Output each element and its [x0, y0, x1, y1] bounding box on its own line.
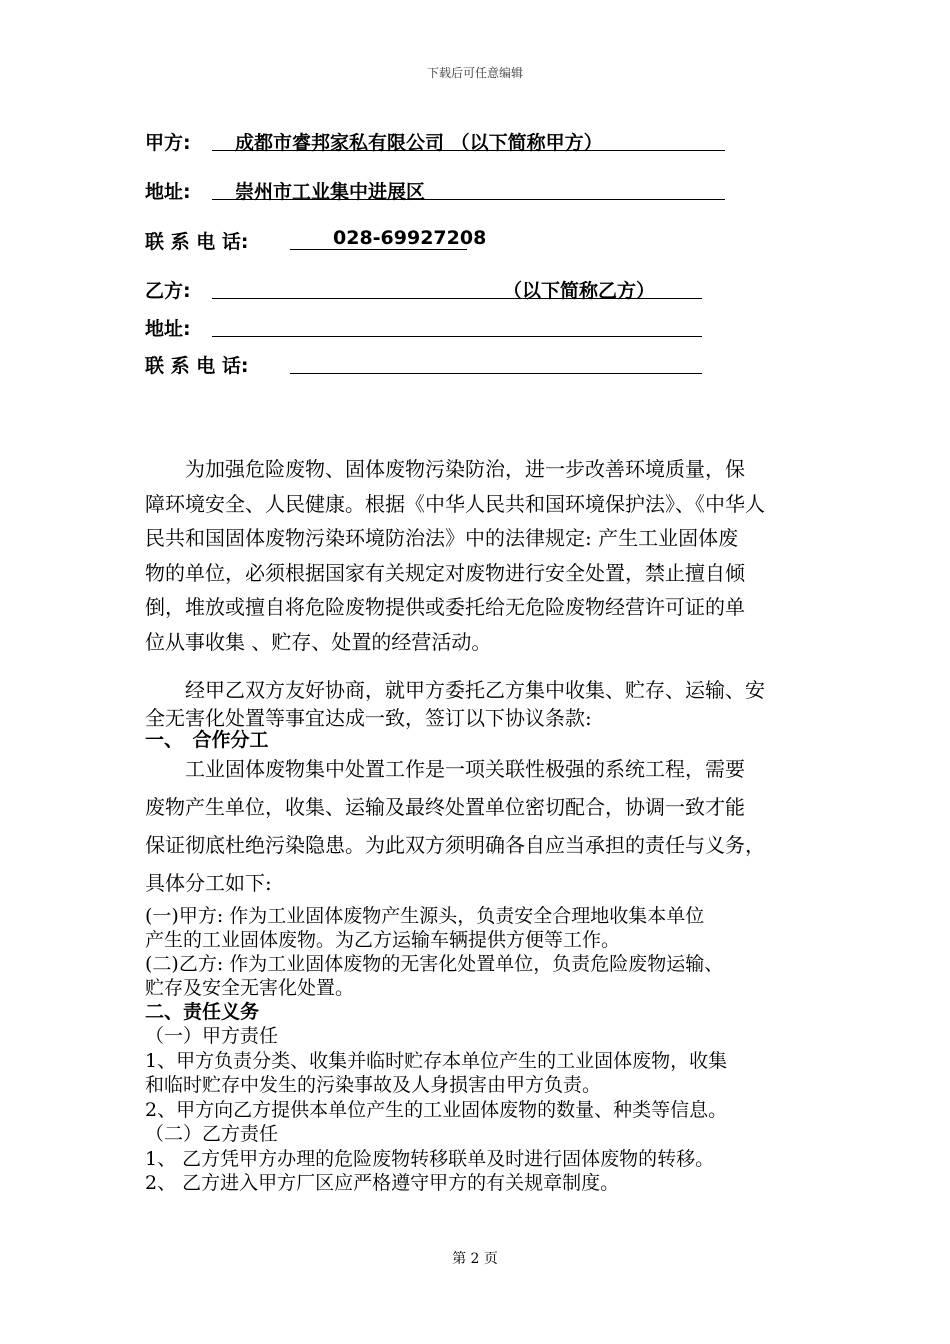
section-1-line: 具体分工如下: [145, 871, 272, 895]
party-b-label: 乙方: [145, 280, 191, 302]
section-2-line: 1、甲方负责分类、收集并临时贮存本单位产生的工业固体废物，收集 [145, 1049, 728, 1072]
party-b-address-label: 地址: [145, 318, 191, 340]
section-1-item-line: (二)乙方: 作为工业固体废物的无害化处置单位，负责危险废物运输、 [145, 953, 724, 975]
section-1-item-line: 贮存及安全无害化处置。 [145, 977, 355, 999]
party-b-phone-label: 联 系 电 话: [145, 355, 249, 377]
party-a-address-label: 地址: [145, 181, 191, 203]
section-1-items [145, 904, 810, 1000]
page-number: 第 2 页 [452, 1251, 498, 1267]
party-a-address-row [145, 177, 426, 204]
intro-line: 为加强危险废物、固体废物污染防治，进一步改善环境质量，保 [145, 457, 745, 481]
section-1-body [145, 750, 810, 902]
section-2-line: 1、 乙方凭甲方办理的危险废物转移联单及时进行固体废物的转移。 [145, 1147, 715, 1170]
section-2-line: （二）乙方责任 [145, 1123, 279, 1145]
section-1-heading: 一、 合作分工 [145, 729, 269, 751]
party-a-name: 成都市睿邦家私有限公司 （以下简称甲方） [235, 132, 603, 154]
intro-line: 民共和国固体废物污染环境防治法》中的法律规定: 产生工业固体废 [145, 526, 739, 550]
intro-line: 倒，堆放或擅自将危险废物提供或委托给无危险废物经营许可证的单 [145, 595, 745, 619]
party-b-suffix: （以下简称乙方） [503, 280, 656, 302]
party-b-address-underline [212, 314, 702, 337]
intro-line: 经甲乙双方友好协商，就甲方委托乙方集中收集、贮存、运输、安 [145, 678, 765, 702]
section-2-body [145, 1024, 810, 1196]
intro-line: 物的单位，必须根据国家有关规定对废物进行安全处置，禁止擅自倾 [145, 560, 745, 585]
section-2-line: （一）甲方责任 [145, 1025, 279, 1047]
section-2-line: 和临时贮存中发生的污染事故及人身损害由甲方负责。 [145, 1074, 602, 1096]
section-1-item-line: 产生的工业固体废物。为乙方运输车辆提供方便等工作。 [145, 929, 621, 951]
section-2-line: 2、 乙方进入甲方厂区应严格遵守甲方的有关规章制度。 [145, 1172, 620, 1194]
section-1-line: 保证彻底杜绝污染隐患。为此双方须明确各自应当承担的责任与义务， [145, 833, 765, 857]
party-b-phone-underline [290, 351, 702, 374]
party-b-address-row [145, 314, 191, 341]
party-b-row [145, 276, 656, 303]
section-2-heading: 二、责任义务 [145, 1001, 260, 1023]
party-a-address: 崇州市工业集中进展区 [235, 181, 426, 203]
section-1-item-line: (一)甲方: 作为工业固体废物产生源头，负责安全合理地收集本单位 [145, 905, 705, 927]
party-b-phone-row [145, 351, 248, 378]
section-1-line: 废物产生单位，收集、运输及最终处置单位密切配合，协调一致才能 [145, 795, 745, 819]
party-a-phone: 028-69927208 [333, 227, 487, 249]
intro-line: 障环境安全、人民健康。根据《中华人民共和国环境保护法》、《中华人 [145, 491, 765, 516]
section-2-line: 2、甲方向乙方提供本单位产生的工业固体废物的数量、种类等信息。 [145, 1098, 728, 1121]
party-a-label: 甲方: [145, 132, 191, 154]
party-a-phone-row [145, 227, 487, 254]
intro-line: 位从事收集 、贮存、处置的经营活动。 [145, 629, 492, 654]
intro-line: 全无害化处置等事宜达成一致，签订以下协议条款: [145, 706, 592, 730]
intro-paragraph-1 [145, 452, 810, 659]
party-a-row [145, 128, 603, 155]
header-note: 下载后可任意编辑 [426, 66, 523, 80]
party-a-phone-label: 联 系 电 话: [145, 231, 249, 253]
intro-paragraph-2 [145, 676, 810, 732]
section-1-line: 工业固体废物集中处置工作是一项关联性极强的系统工程，需要 [145, 757, 745, 781]
